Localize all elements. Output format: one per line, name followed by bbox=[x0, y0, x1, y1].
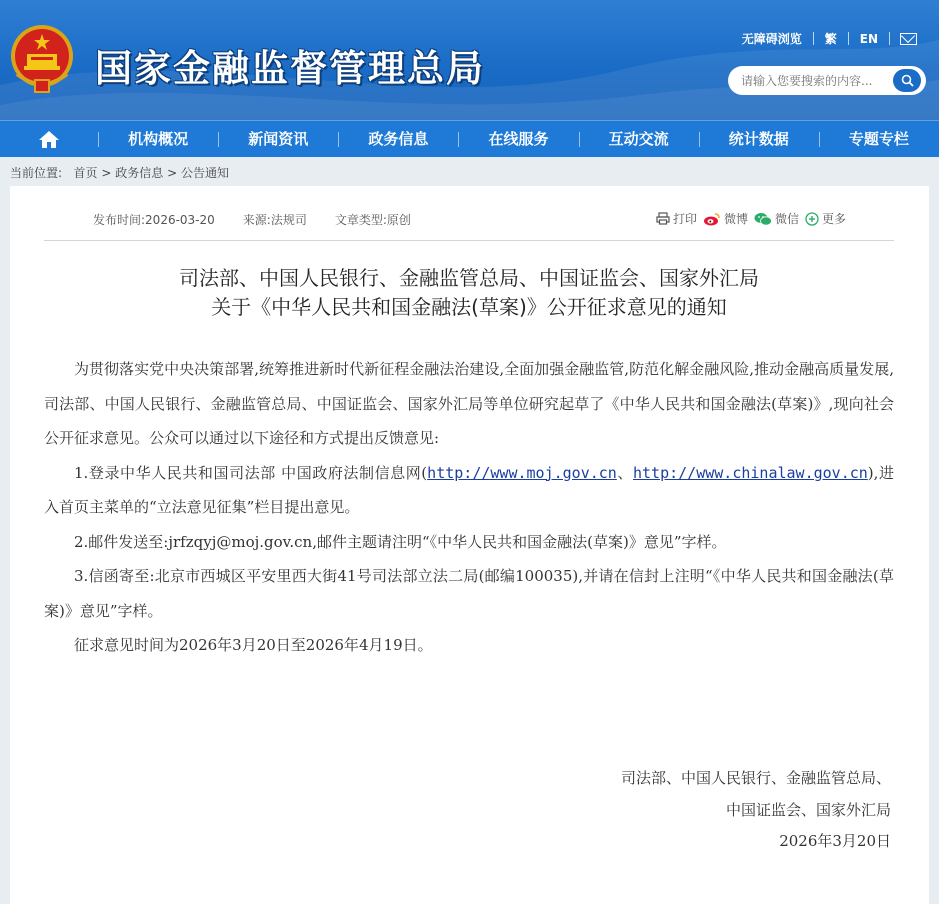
weibo-icon bbox=[703, 212, 721, 226]
accessibility-link[interactable]: 无障碍浏览 bbox=[741, 32, 802, 46]
signature-line2: 中国证监会、国家外汇局 bbox=[725, 800, 891, 819]
main-nav bbox=[0, 120, 939, 157]
site-header bbox=[0, 0, 939, 120]
breadcrumb-separator: > bbox=[167, 166, 178, 180]
more-share-button[interactable] bbox=[805, 210, 846, 227]
item-1-prefix: 1.登录中华人民共和国司法部 中国政府法制信息网( bbox=[74, 463, 428, 482]
home-icon bbox=[38, 130, 60, 149]
more-label: 更多 bbox=[822, 212, 847, 226]
divider bbox=[889, 32, 890, 45]
english-link[interactable]: EN bbox=[859, 31, 878, 46]
item-2-paragraph: 2.邮件发送至:jrfzqyj@moj.gov.cn,邮件主题请注明“《中华人民共和国金融法(草案)》意见”字样。 bbox=[74, 532, 727, 551]
traditional-chinese-link[interactable]: 繁 bbox=[824, 32, 837, 46]
signature-date: 2026年3月20日 bbox=[779, 832, 891, 850]
print-icon bbox=[656, 212, 670, 225]
nav-item-statistics[interactable]: 统计数据 bbox=[699, 121, 819, 158]
search-icon bbox=[901, 74, 914, 87]
item-1-separator: 、 bbox=[616, 463, 633, 482]
item-3-paragraph: 3.信函寄至:北京市西城区平安里西大街41号司法部立法二局(邮编100035),并请在信封上注明“《中华人民共和国金融法(草案)》意见”字样。 bbox=[44, 567, 894, 620]
nav-item-news[interactable]: 新闻资讯 bbox=[218, 121, 338, 158]
article-type: 文章类型:原创 bbox=[334, 213, 411, 227]
site-title: 国家金融监督管理总局 bbox=[95, 47, 485, 90]
breadcrumb-gov-info[interactable]: 政务信息 bbox=[115, 166, 164, 180]
weibo-share-button[interactable] bbox=[703, 210, 748, 227]
article-meta bbox=[93, 211, 411, 228]
wechat-icon bbox=[754, 212, 772, 226]
wechat-label: 微信 bbox=[775, 212, 800, 226]
breadcrumb bbox=[10, 164, 229, 181]
search-input[interactable] bbox=[728, 66, 890, 95]
item-1-paragraph bbox=[44, 456, 894, 525]
publish-time: 发布时间:2026-03-20 bbox=[93, 213, 215, 227]
article-title bbox=[44, 264, 894, 322]
nav-item-gov-info[interactable]: 政务信息 bbox=[338, 121, 458, 158]
deadline-paragraph: 征求意见时间为2026年3月20日至2026年4月19日。 bbox=[74, 636, 433, 654]
nav-item-about[interactable]: 机构概况 bbox=[98, 121, 218, 158]
signature-block bbox=[621, 763, 891, 858]
article-body bbox=[44, 352, 894, 663]
mail-icon[interactable] bbox=[900, 33, 917, 45]
meta-divider bbox=[44, 240, 894, 241]
nav-item-interaction[interactable]: 互动交流 bbox=[579, 121, 699, 158]
plus-circle-icon bbox=[805, 212, 819, 226]
search-button-inner bbox=[893, 69, 921, 92]
breadcrumb-notices[interactable]: 公告通知 bbox=[180, 166, 229, 180]
share-bar bbox=[656, 210, 846, 227]
nav-item-special-topics[interactable]: 专题专栏 bbox=[819, 121, 939, 158]
breadcrumb-separator: > bbox=[101, 166, 112, 180]
nav-home[interactable] bbox=[0, 121, 98, 158]
article-source: 来源:法规司 bbox=[242, 213, 307, 227]
chinalaw-link[interactable]: http://www.chinalaw.gov.cn bbox=[632, 463, 868, 482]
article-title-line1: 司法部、中国人民银行、金融监管总局、中国证监会、国家外汇局 bbox=[179, 266, 759, 290]
signature-line1: 司法部、中国人民银行、金融监管总局、 bbox=[620, 769, 891, 787]
nav-item-online-service[interactable]: 在线服务 bbox=[458, 121, 578, 158]
national-emblem-icon bbox=[9, 22, 75, 94]
breadcrumb-home[interactable]: 首页 bbox=[73, 166, 98, 180]
top-links bbox=[731, 30, 917, 47]
weibo-label: 微博 bbox=[724, 212, 749, 226]
wechat-share-button[interactable] bbox=[754, 210, 799, 227]
print-button[interactable] bbox=[656, 210, 697, 227]
item-1-suffix: ),进入首页主菜单的“立法意见征集”栏目提出意见。 bbox=[44, 463, 894, 516]
intro-paragraph: 为贯彻落实党中央决策部署,统筹推进新时代新征程金融法治建设,全面加强金融监管,防范化解金融风险,推动金融高质量发展,司法部、中国人民银行、金融监管总局、中国证监会、国家外汇局等单位研究起草了《中华人民共和国金融法(草案)》,现向社会公开征求意见。公众可以通过以下途径和方式提出反馈意见: bbox=[44, 360, 894, 447]
breadcrumb-label: 当前位置: bbox=[10, 166, 63, 180]
article-title-line2: 关于《中华人民共和国金融法(草案)》公开征求意见的通知 bbox=[211, 295, 727, 319]
moj-link[interactable]: http://www.moj.gov.cn bbox=[427, 463, 617, 482]
search-button[interactable] bbox=[888, 66, 926, 95]
print-label: 打印 bbox=[673, 212, 698, 226]
